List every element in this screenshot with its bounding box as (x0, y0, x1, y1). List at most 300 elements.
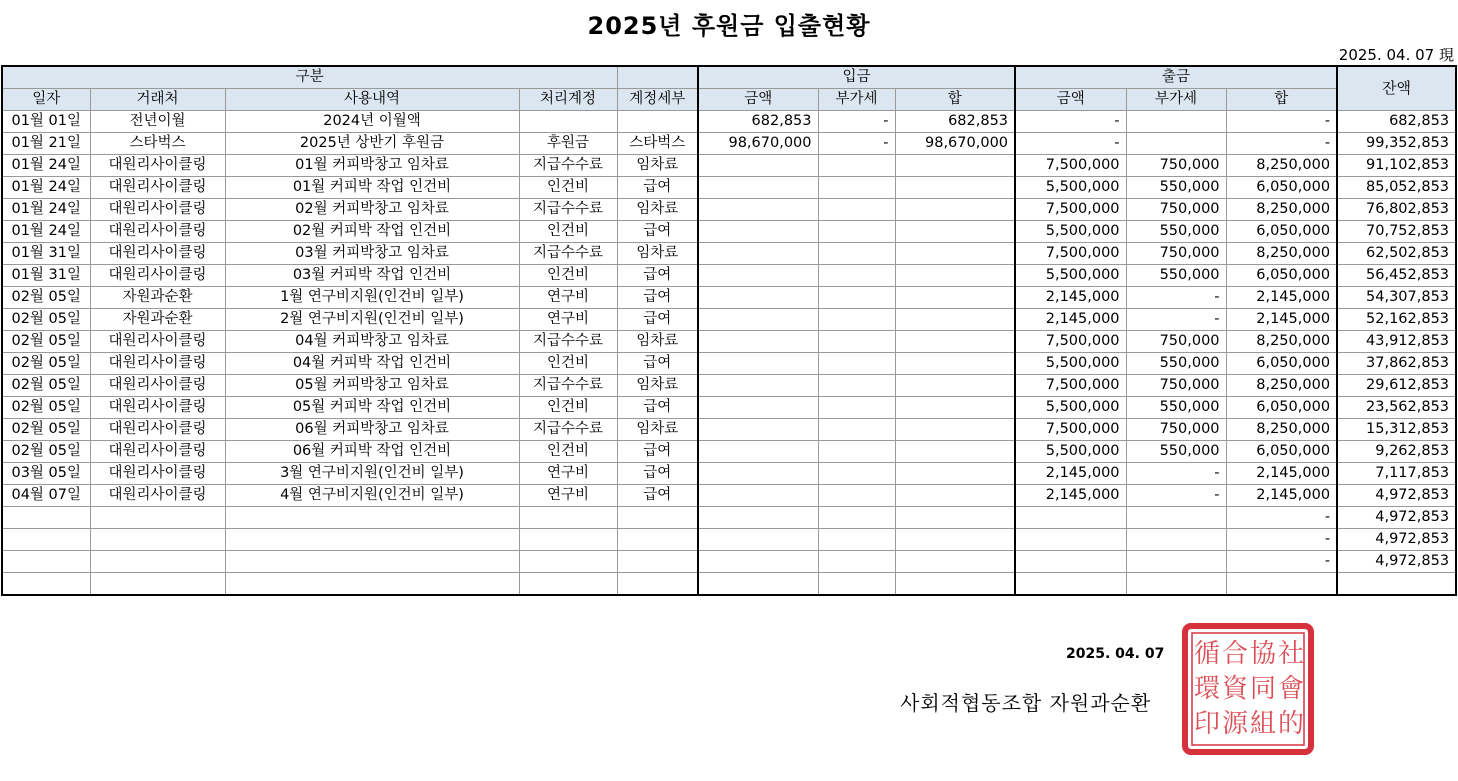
seal-glyph: 合 (1221, 639, 1249, 669)
table-row (2, 507, 1456, 529)
cell-in-vat (818, 441, 895, 463)
cell-in-sum (895, 177, 1015, 199)
cell-desc: 05월 커피박 작업 인건비 (225, 397, 519, 419)
cell-out-sum: 8,250,000 (1226, 331, 1337, 353)
cell-date: 01월 21일 (2, 133, 90, 155)
header-blank (617, 66, 698, 89)
cell-out-amount (1015, 551, 1126, 573)
table-row (2, 133, 1456, 155)
cell-account: 인건비 (519, 397, 617, 419)
cell-account: 연구비 (519, 485, 617, 507)
cell-partner: 대원리사이클링 (90, 397, 225, 419)
table-row (2, 529, 1456, 551)
cell-detail: 임차료 (617, 419, 698, 441)
cell-in-amount (698, 397, 818, 419)
cell-account (519, 551, 617, 573)
cell-detail: 급여 (617, 485, 698, 507)
cell-in-amount (698, 551, 818, 573)
cell-in-sum (895, 419, 1015, 441)
cell-account (519, 507, 617, 529)
cell-desc: 01월 커피박 작업 인건비 (225, 177, 519, 199)
cell-out-sum: 6,050,000 (1226, 397, 1337, 419)
seal-glyph: 資 (1221, 674, 1249, 704)
cell-in-sum (895, 529, 1015, 551)
header-in-sum: 합 (895, 89, 1015, 111)
cell-balance: 99,352,853 (1337, 133, 1456, 155)
cell-account (519, 529, 617, 551)
table-row (2, 287, 1456, 309)
seal-glyph: 協 (1249, 639, 1277, 669)
cell-date: 02월 05일 (2, 397, 90, 419)
cell-date: 01월 01일 (2, 111, 90, 133)
cell-in-sum (895, 397, 1015, 419)
cell-out-vat (1126, 133, 1226, 155)
cell-partner: 대원리사이클링 (90, 199, 225, 221)
cell-out-amount: 7,500,000 (1015, 419, 1126, 441)
cell-date: 04월 07일 (2, 485, 90, 507)
cell-partner: 대원리사이클링 (90, 331, 225, 353)
cell-in-amount (698, 375, 818, 397)
cell-detail: 임차료 (617, 375, 698, 397)
cell-out-amount: 2,145,000 (1015, 463, 1126, 485)
seal-glyph: 組 (1249, 709, 1277, 739)
cell-in-vat (818, 551, 895, 573)
seal-glyph: 社 (1277, 639, 1305, 669)
cell-in-vat (818, 287, 895, 309)
cell-in-amount (698, 419, 818, 441)
cell-in-amount: 682,853 (698, 111, 818, 133)
cell-in-sum (895, 309, 1015, 331)
cell-date: 02월 05일 (2, 309, 90, 331)
table-row (2, 441, 1456, 463)
cell-out-vat: 550,000 (1126, 353, 1226, 375)
table-row (2, 111, 1456, 133)
as-of-date: 2025. 04. 07 現 (1338, 46, 1454, 64)
cell-out-vat: 750,000 (1126, 155, 1226, 177)
cell-detail: 급여 (617, 177, 698, 199)
cell-desc (225, 551, 519, 573)
cell-account (519, 573, 617, 596)
cell-desc: 02월 커피박창고 임차료 (225, 199, 519, 221)
seal-glyph: 印 (1193, 709, 1221, 739)
cell-date: 01월 24일 (2, 199, 90, 221)
cell-in-sum (895, 331, 1015, 353)
signature-organization: 사회적협동조합 자원과순환 (900, 691, 1152, 715)
cell-balance (1337, 573, 1456, 596)
cell-balance: 15,312,853 (1337, 419, 1456, 441)
cell-out-amount: 5,500,000 (1015, 177, 1126, 199)
cell-out-amount: 2,145,000 (1015, 287, 1126, 309)
header-date: 일자 (2, 89, 90, 111)
cell-date: 02월 05일 (2, 287, 90, 309)
cell-detail: 임차료 (617, 243, 698, 265)
cell-account: 연구비 (519, 463, 617, 485)
cell-balance: 4,972,853 (1337, 485, 1456, 507)
cell-out-amount: 5,500,000 (1015, 441, 1126, 463)
seal-glyph: 環 (1193, 674, 1221, 704)
cell-partner (90, 573, 225, 596)
cell-detail: 스타벅스 (617, 133, 698, 155)
cell-in-amount (698, 199, 818, 221)
ledger-table (1, 65, 1457, 596)
cell-in-sum (895, 551, 1015, 573)
cell-in-sum (895, 375, 1015, 397)
cell-in-amount (698, 507, 818, 529)
seal-glyph: 源 (1221, 709, 1249, 739)
cell-account: 인건비 (519, 177, 617, 199)
cell-partner: 대원리사이클링 (90, 485, 225, 507)
cell-in-vat (818, 243, 895, 265)
cell-out-amount: 5,500,000 (1015, 353, 1126, 375)
cell-in-vat (818, 485, 895, 507)
cell-account: 인건비 (519, 441, 617, 463)
cell-in-sum: 682,853 (895, 111, 1015, 133)
cell-out-vat: 750,000 (1126, 419, 1226, 441)
cell-partner: 대원리사이클링 (90, 177, 225, 199)
cell-balance: 76,802,853 (1337, 199, 1456, 221)
cell-in-amount (698, 309, 818, 331)
cell-out-amount: 7,500,000 (1015, 375, 1126, 397)
header-account-detail: 계정세부 (617, 89, 698, 111)
cell-in-vat (818, 419, 895, 441)
cell-out-amount: 5,500,000 (1015, 397, 1126, 419)
cell-in-amount (698, 155, 818, 177)
cell-partner (90, 507, 225, 529)
cell-balance: 54,307,853 (1337, 287, 1456, 309)
cell-in-sum (895, 287, 1015, 309)
cell-balance: 29,612,853 (1337, 375, 1456, 397)
cell-out-vat (1126, 529, 1226, 551)
cell-date: 01월 31일 (2, 243, 90, 265)
cell-in-vat (818, 507, 895, 529)
header-income: 입금 (698, 66, 1015, 89)
cell-out-sum: 8,250,000 (1226, 199, 1337, 221)
cell-desc: 2월 연구비지원(인건비 일부) (225, 309, 519, 331)
cell-detail (617, 573, 698, 596)
cell-desc: 01월 커피박창고 임차료 (225, 155, 519, 177)
cell-partner: 대원리사이클링 (90, 463, 225, 485)
cell-in-sum (895, 573, 1015, 596)
cell-date: 01월 24일 (2, 177, 90, 199)
cell-balance: 7,117,853 (1337, 463, 1456, 485)
cell-out-sum: - (1226, 133, 1337, 155)
cell-out-amount: 7,500,000 (1015, 155, 1126, 177)
cell-in-amount (698, 287, 818, 309)
cell-out-vat: 550,000 (1126, 221, 1226, 243)
cell-desc: 1월 연구비지원(인건비 일부) (225, 287, 519, 309)
cell-out-amount: 2,145,000 (1015, 309, 1126, 331)
cell-desc: 06월 커피박 작업 인건비 (225, 441, 519, 463)
cell-out-sum: 6,050,000 (1226, 221, 1337, 243)
cell-account: 연구비 (519, 309, 617, 331)
cell-in-sum (895, 243, 1015, 265)
cell-date (2, 529, 90, 551)
cell-in-sum (895, 265, 1015, 287)
cell-date: 01월 31일 (2, 265, 90, 287)
cell-detail: 급여 (617, 265, 698, 287)
cell-in-sum (895, 353, 1015, 375)
cell-out-vat (1126, 111, 1226, 133)
header-row-groups (2, 66, 1456, 89)
cell-balance: 62,502,853 (1337, 243, 1456, 265)
cell-in-vat (818, 177, 895, 199)
cell-out-amount: - (1015, 111, 1126, 133)
cell-in-sum (895, 441, 1015, 463)
cell-out-vat: 550,000 (1126, 397, 1226, 419)
cell-balance: 91,102,853 (1337, 155, 1456, 177)
table-row (2, 221, 1456, 243)
table-row (2, 309, 1456, 331)
table-row (2, 265, 1456, 287)
header-account: 처리계정 (519, 89, 617, 111)
cell-desc: 04월 커피박 작업 인건비 (225, 353, 519, 375)
header-out-sum: 합 (1226, 89, 1337, 111)
header-in-vat: 부가세 (818, 89, 895, 111)
seal-glyph: 循 (1193, 639, 1221, 669)
cell-date: 02월 05일 (2, 419, 90, 441)
cell-partner: 스타벅스 (90, 133, 225, 155)
cell-desc: 03월 커피박창고 임차료 (225, 243, 519, 265)
cell-desc: 03월 커피박 작업 인건비 (225, 265, 519, 287)
cell-in-vat (818, 221, 895, 243)
table-row (2, 155, 1456, 177)
cell-partner (90, 551, 225, 573)
cell-out-vat: - (1126, 463, 1226, 485)
cell-in-vat (818, 463, 895, 485)
table-row (2, 397, 1456, 419)
cell-in-amount (698, 573, 818, 596)
cell-out-amount: 2,145,000 (1015, 485, 1126, 507)
cell-detail: 급여 (617, 221, 698, 243)
cell-detail: 급여 (617, 441, 698, 463)
cell-balance: 4,972,853 (1337, 529, 1456, 551)
cell-detail: 임차료 (617, 155, 698, 177)
cell-in-sum (895, 507, 1015, 529)
table-row (2, 375, 1456, 397)
cell-out-amount: 7,500,000 (1015, 199, 1126, 221)
cell-out-vat: - (1126, 287, 1226, 309)
table-row (2, 331, 1456, 353)
cell-out-sum: 2,145,000 (1226, 463, 1337, 485)
cell-detail: 급여 (617, 397, 698, 419)
cell-out-sum: - (1226, 111, 1337, 133)
cell-balance: 4,972,853 (1337, 551, 1456, 573)
cell-detail: 급여 (617, 463, 698, 485)
cell-desc: 3월 연구비지원(인건비 일부) (225, 463, 519, 485)
cell-account: 지급수수료 (519, 375, 617, 397)
cell-detail (617, 529, 698, 551)
cell-out-amount (1015, 529, 1126, 551)
header-partner: 거래처 (90, 89, 225, 111)
table-row (2, 463, 1456, 485)
cell-out-vat (1126, 507, 1226, 529)
cell-in-amount (698, 243, 818, 265)
cell-out-sum: - (1226, 551, 1337, 573)
cell-desc: 04월 커피박창고 임차료 (225, 331, 519, 353)
official-seal-stamp (1181, 622, 1315, 756)
cell-partner: 대원리사이클링 (90, 441, 225, 463)
cell-in-amount (698, 353, 818, 375)
cell-out-vat (1126, 551, 1226, 573)
cell-desc: 02월 커피박 작업 인건비 (225, 221, 519, 243)
cell-date: 02월 05일 (2, 375, 90, 397)
cell-partner: 대원리사이클링 (90, 243, 225, 265)
cell-partner (90, 529, 225, 551)
cell-partner: 자원과순환 (90, 309, 225, 331)
cell-out-vat: 750,000 (1126, 199, 1226, 221)
cell-detail (617, 551, 698, 573)
cell-in-vat (818, 331, 895, 353)
cell-in-amount (698, 177, 818, 199)
cell-out-sum: 6,050,000 (1226, 353, 1337, 375)
cell-partner: 대원리사이클링 (90, 353, 225, 375)
cell-balance: 85,052,853 (1337, 177, 1456, 199)
cell-in-sum (895, 221, 1015, 243)
cell-detail: 급여 (617, 353, 698, 375)
cell-in-vat (818, 375, 895, 397)
cell-out-sum: - (1226, 529, 1337, 551)
cell-partner: 전년이월 (90, 111, 225, 133)
cell-out-vat: 550,000 (1126, 265, 1226, 287)
seal-glyph: 會 (1277, 674, 1305, 704)
cell-out-sum: 2,145,000 (1226, 309, 1337, 331)
header-out-vat: 부가세 (1126, 89, 1226, 111)
cell-account: 인건비 (519, 221, 617, 243)
cell-out-amount: 7,500,000 (1015, 243, 1126, 265)
cell-in-amount: 98,670,000 (698, 133, 818, 155)
cell-out-amount: 5,500,000 (1015, 221, 1126, 243)
cell-out-vat: 750,000 (1126, 331, 1226, 353)
cell-account: 지급수수료 (519, 243, 617, 265)
cell-detail: 임차료 (617, 331, 698, 353)
cell-account (519, 111, 617, 133)
cell-balance: 52,162,853 (1337, 309, 1456, 331)
cell-balance: 43,912,853 (1337, 331, 1456, 353)
cell-account: 지급수수료 (519, 199, 617, 221)
cell-out-amount: 5,500,000 (1015, 265, 1126, 287)
cell-out-vat: 550,000 (1126, 177, 1226, 199)
table-row (2, 485, 1456, 507)
cell-out-amount (1015, 573, 1126, 596)
cell-partner: 대원리사이클링 (90, 375, 225, 397)
cell-desc (225, 529, 519, 551)
cell-balance: 682,853 (1337, 111, 1456, 133)
cell-in-vat: - (818, 111, 895, 133)
cell-date: 01월 24일 (2, 221, 90, 243)
cell-in-amount (698, 441, 818, 463)
cell-partner: 자원과순환 (90, 287, 225, 309)
cell-out-sum: 8,250,000 (1226, 375, 1337, 397)
cell-account: 연구비 (519, 287, 617, 309)
cell-out-vat: 750,000 (1126, 375, 1226, 397)
cell-out-amount (1015, 507, 1126, 529)
cell-in-amount (698, 485, 818, 507)
cell-out-sum: 8,250,000 (1226, 155, 1337, 177)
cell-out-vat: - (1126, 485, 1226, 507)
cell-desc (225, 573, 519, 596)
cell-balance: 37,862,853 (1337, 353, 1456, 375)
cell-detail: 급여 (617, 309, 698, 331)
seal-glyph: 同 (1249, 674, 1277, 704)
cell-in-sum (895, 199, 1015, 221)
cell-in-sum (895, 485, 1015, 507)
cell-balance: 4,972,853 (1337, 507, 1456, 529)
cell-out-sum: 6,050,000 (1226, 177, 1337, 199)
cell-out-amount: - (1015, 133, 1126, 155)
cell-in-amount (698, 529, 818, 551)
cell-date: 02월 05일 (2, 353, 90, 375)
cell-out-amount: 7,500,000 (1015, 331, 1126, 353)
cell-partner: 대원리사이클링 (90, 419, 225, 441)
table-row (2, 177, 1456, 199)
cell-out-sum (1226, 573, 1337, 596)
cell-out-sum: 2,145,000 (1226, 485, 1337, 507)
cell-out-vat (1126, 573, 1226, 596)
cell-desc: 2025년 상반기 후원금 (225, 133, 519, 155)
cell-date: 02월 05일 (2, 331, 90, 353)
cell-account: 인건비 (519, 265, 617, 287)
seal-glyph: 的 (1277, 709, 1305, 739)
cell-in-amount (698, 463, 818, 485)
cell-in-amount (698, 221, 818, 243)
cell-out-sum: 8,250,000 (1226, 419, 1337, 441)
cell-in-vat (818, 155, 895, 177)
signature-date: 2025. 04. 07 (1066, 646, 1165, 662)
header-balance: 잔액 (1337, 66, 1456, 111)
cell-in-vat: - (818, 133, 895, 155)
cell-account: 인건비 (519, 353, 617, 375)
cell-out-sum: 6,050,000 (1226, 265, 1337, 287)
cell-account: 지급수수료 (519, 331, 617, 353)
cell-in-vat (818, 529, 895, 551)
cell-date: 03월 05일 (2, 463, 90, 485)
cell-date: 01월 24일 (2, 155, 90, 177)
cell-detail: 급여 (617, 287, 698, 309)
cell-account: 지급수수료 (519, 155, 617, 177)
cell-out-vat: 550,000 (1126, 441, 1226, 463)
cell-in-vat (818, 353, 895, 375)
cell-out-vat: 750,000 (1126, 243, 1226, 265)
header-out-amount: 금액 (1015, 89, 1126, 111)
cell-balance: 56,452,853 (1337, 265, 1456, 287)
cell-date (2, 507, 90, 529)
cell-out-vat: - (1126, 309, 1226, 331)
ledger-body (2, 111, 1456, 596)
cell-desc: 05월 커피박창고 임차료 (225, 375, 519, 397)
table-row (2, 551, 1456, 573)
header-expense: 출금 (1015, 66, 1337, 89)
cell-desc: 06월 커피박창고 임차료 (225, 419, 519, 441)
table-row (2, 573, 1456, 596)
page-title: 2025년 후원금 입출현황 (587, 12, 871, 40)
cell-date (2, 573, 90, 596)
cell-out-sum: 6,050,000 (1226, 441, 1337, 463)
cell-in-sum (895, 463, 1015, 485)
cell-date (2, 551, 90, 573)
cell-account: 후원금 (519, 133, 617, 155)
table-row (2, 243, 1456, 265)
cell-balance: 70,752,853 (1337, 221, 1456, 243)
cell-out-sum: 8,250,000 (1226, 243, 1337, 265)
cell-detail (617, 507, 698, 529)
table-row (2, 199, 1456, 221)
cell-in-amount (698, 265, 818, 287)
cell-detail: 임차료 (617, 199, 698, 221)
cell-out-sum: - (1226, 507, 1337, 529)
cell-in-sum: 98,670,000 (895, 133, 1015, 155)
cell-in-amount (698, 331, 818, 353)
cell-in-vat (818, 265, 895, 287)
